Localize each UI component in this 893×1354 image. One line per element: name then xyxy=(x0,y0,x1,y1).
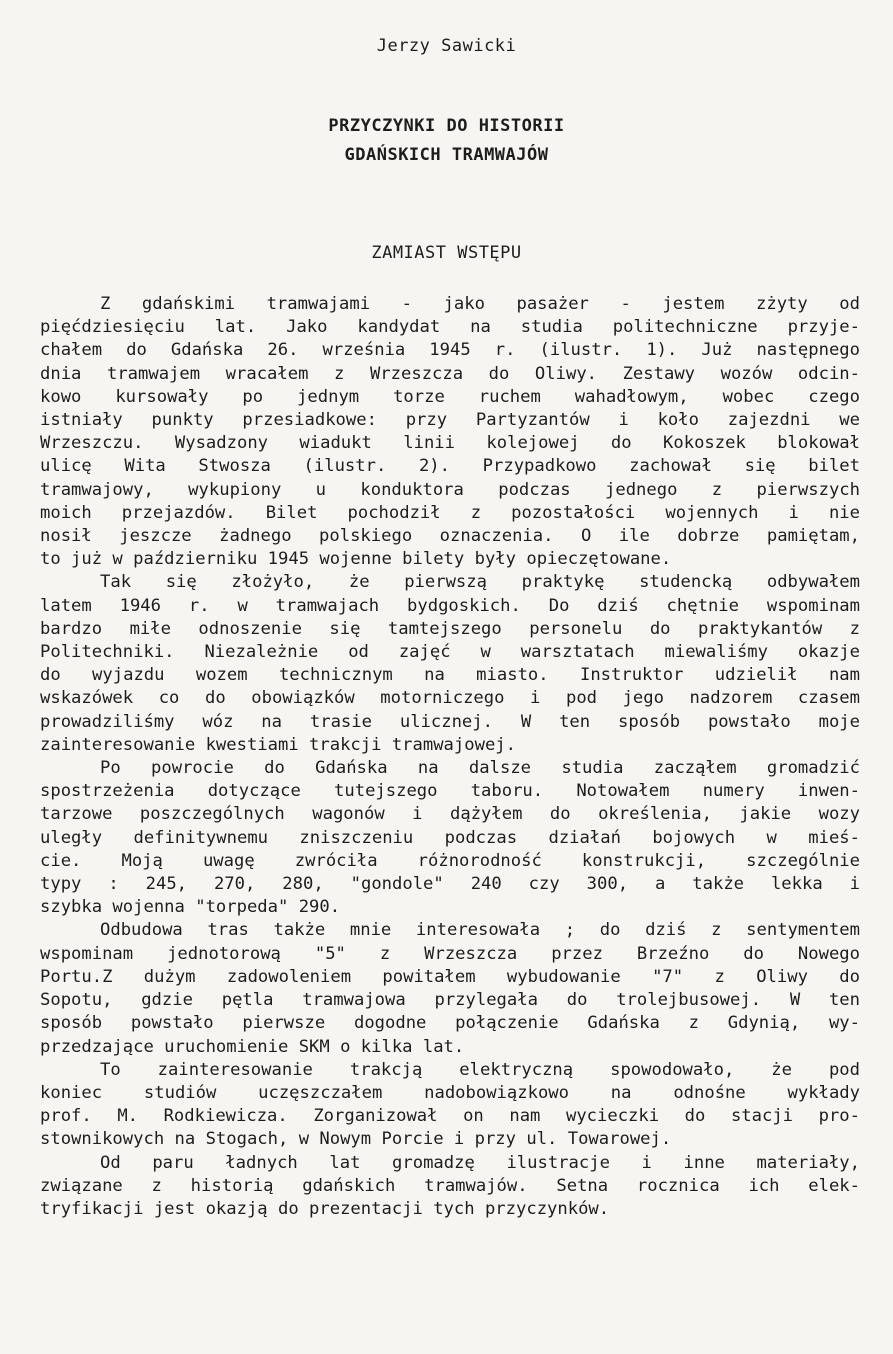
text-line: tramwajowy, wykupiony u konduktora podczas jednego z pierwszych xyxy=(40,479,860,500)
paragraph xyxy=(40,293,860,571)
text-line: prowadziliśmy wóz na trasie ulicznej. W ten sposób powstało moje xyxy=(40,711,860,732)
text-line: Portu.Z dużym zadowoleniem powitałem wybudowanie "7" z Oliwy do xyxy=(40,966,860,987)
text-line: to już w październiku 1945 wojenne bilety były opieczętowane. xyxy=(40,549,672,570)
text-line: chałem do Gdańska 26. września 1945 r. (ilustr. 1). Już następnego xyxy=(40,340,860,361)
text-line: Politechniki. Niezależnie od zajęć w warsztatach miewaliśmy okazje xyxy=(40,642,860,663)
paragraph xyxy=(40,1059,860,1152)
text-line: Od paru ładnych lat gromadzę ilustracje i inne materiały, xyxy=(100,1152,860,1173)
text-line: To zainteresowanie trakcją elektryczną spowodowało, że pod xyxy=(100,1059,860,1080)
text-line: typy : 245, 270, 280, "gondole" 240 czy 300, a także lekka i xyxy=(40,874,860,895)
text-line: Wrzeszczu. Wysadzony wiadukt linii kolejowej do Kokoszek blokował xyxy=(40,433,860,454)
text-line: Odbudowa tras także mnie interesowała ; do dziś z sentymentem xyxy=(100,920,860,941)
body-text xyxy=(40,293,860,1221)
text-line: wspominam jednotorową "5" z Wrzeszcza przez Brzeźno do Nowego xyxy=(40,943,860,964)
text-line: koniec studiów uczęszczałem nadobowiązkowo na odnośne wykłady xyxy=(40,1082,860,1103)
text-line: pięćdziesięciu lat. Jako kandydat na studia politechniczne przyje- xyxy=(40,317,860,338)
text-line: nosił jeszcze żadnego polskiego oznaczenia. O ile dobrze pamiętam, xyxy=(40,526,860,547)
text-line: do wyjazdu wozem technicznym na miasto. Instruktor udzielił nam xyxy=(40,665,860,686)
text-line: istniały punkty przesiadkowe: przy Partyzantów i koło zajezdni we xyxy=(40,410,860,431)
paragraph xyxy=(40,571,860,757)
text-line: Sopotu, gdzie pętla tramwajowa przylegała do trolejbusowej. W ten xyxy=(40,990,860,1011)
text-line: sposób powstało pierwsze dogodne połączenie Gdańska z Gdynią, wy- xyxy=(40,1013,860,1034)
text-line: latem 1946 r. w tramwajach bydgoskich. Do dziś chętnie wspominam xyxy=(40,595,860,616)
text-line: zainteresowanie kwestiami trakcji tramwajowej. xyxy=(40,734,516,755)
text-line: spostrzeżenia dotyczące tutejszego taboru. Notowałem numery inwen- xyxy=(40,781,860,802)
paragraph xyxy=(40,919,860,1058)
text-line: związane z historią gdańskich tramwajów. Setna rocznica ich elek- xyxy=(40,1175,860,1196)
text-line: cie. Moją uwagę zwróciła różnorodność konstrukcji, szczególnie xyxy=(40,850,860,871)
author-name: Jerzy Sawicki xyxy=(376,36,517,56)
paragraph xyxy=(40,1152,860,1222)
text-line: ulicę Wita Stwosza (ilustr. 2). Przypadkowo zachował się bilet xyxy=(40,456,860,477)
text-line: przedzające uruchomienie SKM o kilka lat. xyxy=(40,1036,465,1057)
text-line: wskazówek co do obowiązków motorniczego i pod jego nadzorem czasem xyxy=(40,688,860,709)
text-line: Po powrocie do Gdańska na dalsze studia zacząłem gromadzić xyxy=(100,758,860,779)
text-line: dnia tramwajem wracałem z Wrzeszcza do Oliwy. Zestawy wozów odcin- xyxy=(40,363,860,384)
text-line: uległy definitywnemu zniszczeniu podczas działań bojowych w mieś- xyxy=(40,827,860,848)
text-line: tryfikacji jest okazją do prezentacji tych przyczynków. xyxy=(40,1198,610,1219)
text-line: tarzowe poszczególnych wagonów i dążyłem do określenia, jakie wozy xyxy=(40,804,860,825)
text-line: moich przejazdów. Bilet pochodził z pozostałości wojennych i nie xyxy=(40,502,860,523)
text-line: prof. M. Rodkiewicza. Zorganizował on nam wycieczki do stacji pro- xyxy=(40,1106,860,1127)
text-line: kowo kursowały po jednym torze ruchem wahadłowym, wobec czego xyxy=(40,386,860,407)
text-line: stownikowych na Stogach, w Nowym Porcie i przy ul. Towarowej. xyxy=(40,1129,672,1150)
title-line-2: GDAŃSKICH TRAMWAJÓW xyxy=(344,145,549,165)
text-line: Tak się złożyło, że pierwszą praktykę studencką odbywałem xyxy=(100,572,860,593)
section-heading: ZAMIAST WSTĘPU xyxy=(371,243,522,263)
title-line-1: PRZYCZYNKI DO HISTORII xyxy=(328,116,565,136)
text-line: Z gdańskimi tramwajami - jako pasażer - jestem zżyty od xyxy=(100,294,860,314)
text-line: bardzo miłe odnoszenie się tamtejszego personelu do praktykantów z xyxy=(40,618,860,639)
text-line: szybka wojenna "torpeda" 290. xyxy=(40,897,341,918)
paragraph xyxy=(40,757,860,919)
